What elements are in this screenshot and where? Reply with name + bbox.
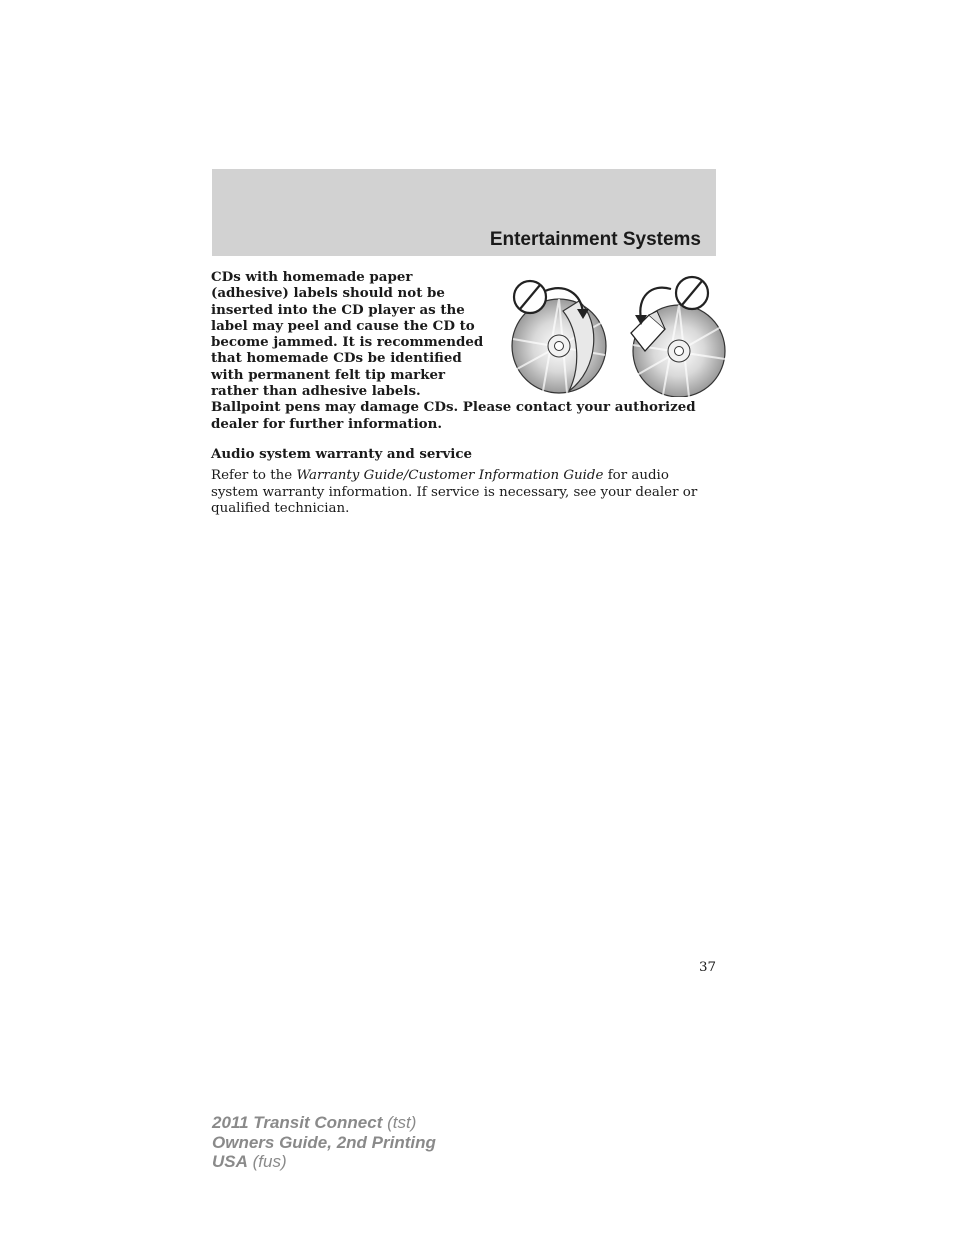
page-number: 37 [698, 960, 716, 975]
audio-warranty-text: Refer to the Warranty Guide/Customer Information Guide for audio system warranty information. If service is necessary, see your dealer or qualified technician. [211, 468, 698, 517]
warning-block [211, 269, 717, 432]
warranty-guide-title: Warranty Guide/Customer Information Guide [296, 468, 604, 484]
cd-label-peeling-icon [493, 271, 731, 397]
section-title: Entertainment Systems [489, 229, 701, 250]
footer-line-1: 2011 Transit Connect (tst) [212, 1113, 417, 1132]
document-footer [212, 1113, 436, 1172]
section-header-band [212, 169, 716, 256]
cd-label-warning: CDs with homemade paper (adhesive) labels should not be inserted into the CD player as the label may peel and cause the CD to become jammed. It is recommended that homemade CDs be identified with permanent felt tip marker rather than adhesive labels. Ballpoint pens may damage CDs. Please contact your authorized dealer for further information. [211, 269, 696, 432]
page-content [211, 269, 717, 518]
no-adhesive-label-cd-illustration [493, 271, 731, 397]
footer-line-3: USA (fus) [212, 1152, 287, 1171]
footer-line-2: Owners Guide, 2nd Printing [212, 1132, 436, 1152]
audio-warranty-heading: Audio system warranty and service [211, 445, 473, 462]
